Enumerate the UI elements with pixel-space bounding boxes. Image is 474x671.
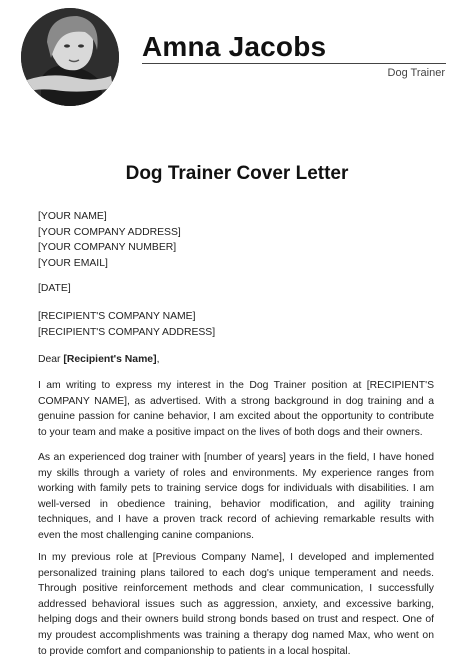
salutation-recipient: [Recipient's Name]: [63, 354, 157, 365]
candidate-name: Amna Jacobs: [142, 31, 327, 62]
sender-name: [YOUR NAME]: [38, 211, 107, 222]
paragraph-experience: As an experienced dog trainer with [number of years] years in the field, I have honed my skills through a variety of roles and environments. My experience ranges from working with family pets to training service dogs for individuals with disabilities. I am well-versed in obedience training, behavior modification, and agility training techniques, and I have a proven track record of achieving remarkable results with even the most challenging canine companions.: [38, 452, 434, 541]
date-block: [38, 281, 71, 297]
recipient-company-address: [RECIPIENT'S COMPANY ADDRESS]: [38, 326, 216, 338]
header-divider: [142, 63, 446, 64]
document-title: Dog Trainer Cover Letter: [125, 163, 349, 184]
paragraph-previous-role: In my previous role at [Previous Company Name], I developed and implemented personalized training plans tailored to each dog's unique temperament and needs. Through positive reinforcement methods and clear communication, I successfully addressed behavioral issues such as aggression, anxiety, and excessive barking, helping dogs and their owners build strong bonds based on trust and respect. One of my proudest accomplishments was training a therapy dog named Max, who went on to provide comfort and companionship to patients in a local hospital.: [38, 552, 434, 657]
sender-block: [38, 209, 181, 271]
sender-number: [YOUR COMPANY NUMBER]: [38, 242, 177, 253]
profile-photo: [21, 8, 119, 106]
salutation-prefix: Dear: [38, 354, 64, 365]
paragraph-intro: I am writing to express my interest in the Dog Trainer position at [RECIPIENT'S COMPANY NAME], as advertised. With a strong background in dog training and a genuine passion for canine behavior, I am excited about the opportunity to contribute to your team and make a positive impact on the lives of both dogs and their owners.: [38, 380, 434, 438]
salutation-suffix: ,: [156, 354, 160, 365]
letter-date: [DATE]: [38, 283, 71, 294]
recipient-company-name: [RECIPIENT'S COMPANY NAME]: [38, 311, 196, 322]
recipient-block: [38, 309, 215, 340]
sender-address: [YOUR COMPANY ADDRESS]: [38, 226, 181, 238]
sender-email: [YOUR EMAIL]: [38, 257, 108, 269]
candidate-role: Dog Trainer: [387, 67, 445, 79]
salutation: [38, 352, 159, 368]
